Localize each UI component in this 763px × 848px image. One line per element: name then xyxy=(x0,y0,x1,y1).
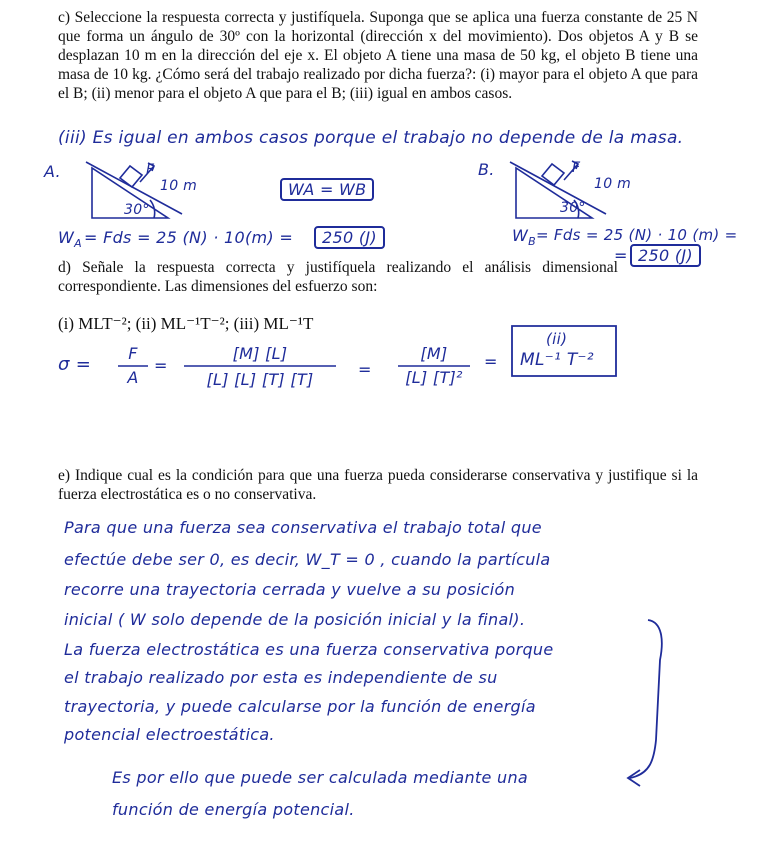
work-equality: WA = WB xyxy=(280,178,374,201)
angle-label-b: 30° xyxy=(560,200,586,216)
answer-e-line: La fuerza electrostática es una fuerza conservativa porque xyxy=(64,640,554,659)
answer-d: ML⁻¹ T⁻² xyxy=(520,350,594,370)
answer-e-line: función de energía potencial. xyxy=(112,800,355,819)
answer-e-line: potencial electroestática. xyxy=(64,725,275,744)
question-e: e) Indique cual es la condición para que una fuerza pueda considerarse conservativa y justifique si la fuerza electrostática es o no conservativa. xyxy=(58,467,698,503)
frac3-num: [M] xyxy=(420,344,448,363)
work-a-result: 250 (J) xyxy=(314,226,385,249)
frac3-den: [L] [T]² xyxy=(405,368,463,387)
label-a: A. xyxy=(44,162,61,181)
answer-e-line: el trabajo realizado por esta es independiente de su xyxy=(64,668,498,687)
eq1: = xyxy=(154,356,168,375)
answer-e-line: recorre una trayectoria cerrada y vuelve a su posición xyxy=(64,580,516,599)
work-b-expr: = Fds = 25 (N) · 10 (m) = xyxy=(536,226,738,244)
answer-label-d: (ii) xyxy=(546,330,568,348)
answer-c: (iii) Es igual en ambos casos porque el trabajo no depende de la masa. xyxy=(58,128,684,148)
answer-e-line: inicial ( W solo depende de la posición inicial y la final). xyxy=(64,610,526,629)
angle-label-a: 30° xyxy=(124,202,150,218)
work-b-eq: = xyxy=(614,246,628,265)
work-b-lhs: $W_B$ xyxy=(512,226,536,249)
frac1-num: F xyxy=(128,344,138,363)
frac2-den: [L] [L] [T] [T] xyxy=(206,370,314,389)
answer-e-line: Para que una fuerza sea conservativa el trabajo total que xyxy=(64,518,542,537)
answer-e-line: efectúe debe ser 0, es decir, W_T = 0 , cuando la partícula xyxy=(64,550,551,569)
work-a-expr: = Fds = 25 (N) · 10(m) = xyxy=(84,228,294,247)
question-c: c) Seleccione la respuesta correcta y justifíquela. Suponga que se aplica una fuerza constante de 25 N que forma un ángulo de 30º con la horizontal (dirección x del movimiento). Dos objetos A y B se desplazan 10 m en la dirección del eje x. El objeto A tiene una masa de 50 kg, el objeto B tiene una masa de 10 kg. ¿Cómo será del trabajo realizado por dicha fuerza?: (i) mayor para el objeto A que para el B; (ii) menor para el objeto A que para el B; (iii) igual en ambos casos. xyxy=(58,9,698,102)
work-a-lhs: $W_A$ xyxy=(58,228,82,251)
work-b-result: 250 (J) xyxy=(630,244,701,267)
force-label-a: F xyxy=(146,162,155,178)
frac1-den: A xyxy=(127,368,139,387)
answer-e-line: Es por ello que puede ser calculada mediante una xyxy=(112,768,528,787)
force-label-b: F xyxy=(572,160,581,176)
sigma: σ = xyxy=(58,354,92,375)
label-b: B. xyxy=(478,160,495,179)
distance-label-b: 10 m xyxy=(594,176,632,192)
options-d: (i) MLT⁻²; (ii) ML⁻¹T⁻²; (iii) ML⁻¹T xyxy=(58,314,314,333)
distance-label-a: 10 m xyxy=(160,178,198,194)
eq3: = xyxy=(484,352,498,371)
answer-e-line: trayectoria, y puede calcularse por la función de energía xyxy=(64,697,536,716)
question-d: d) Señale la respuesta correcta y justifíquela realizando el análisis dimensional correspondiente. Las dimensiones del esfuerzo son: xyxy=(58,259,618,295)
eq2: = xyxy=(358,360,372,379)
frac2-num: [M] [L] xyxy=(232,344,288,363)
